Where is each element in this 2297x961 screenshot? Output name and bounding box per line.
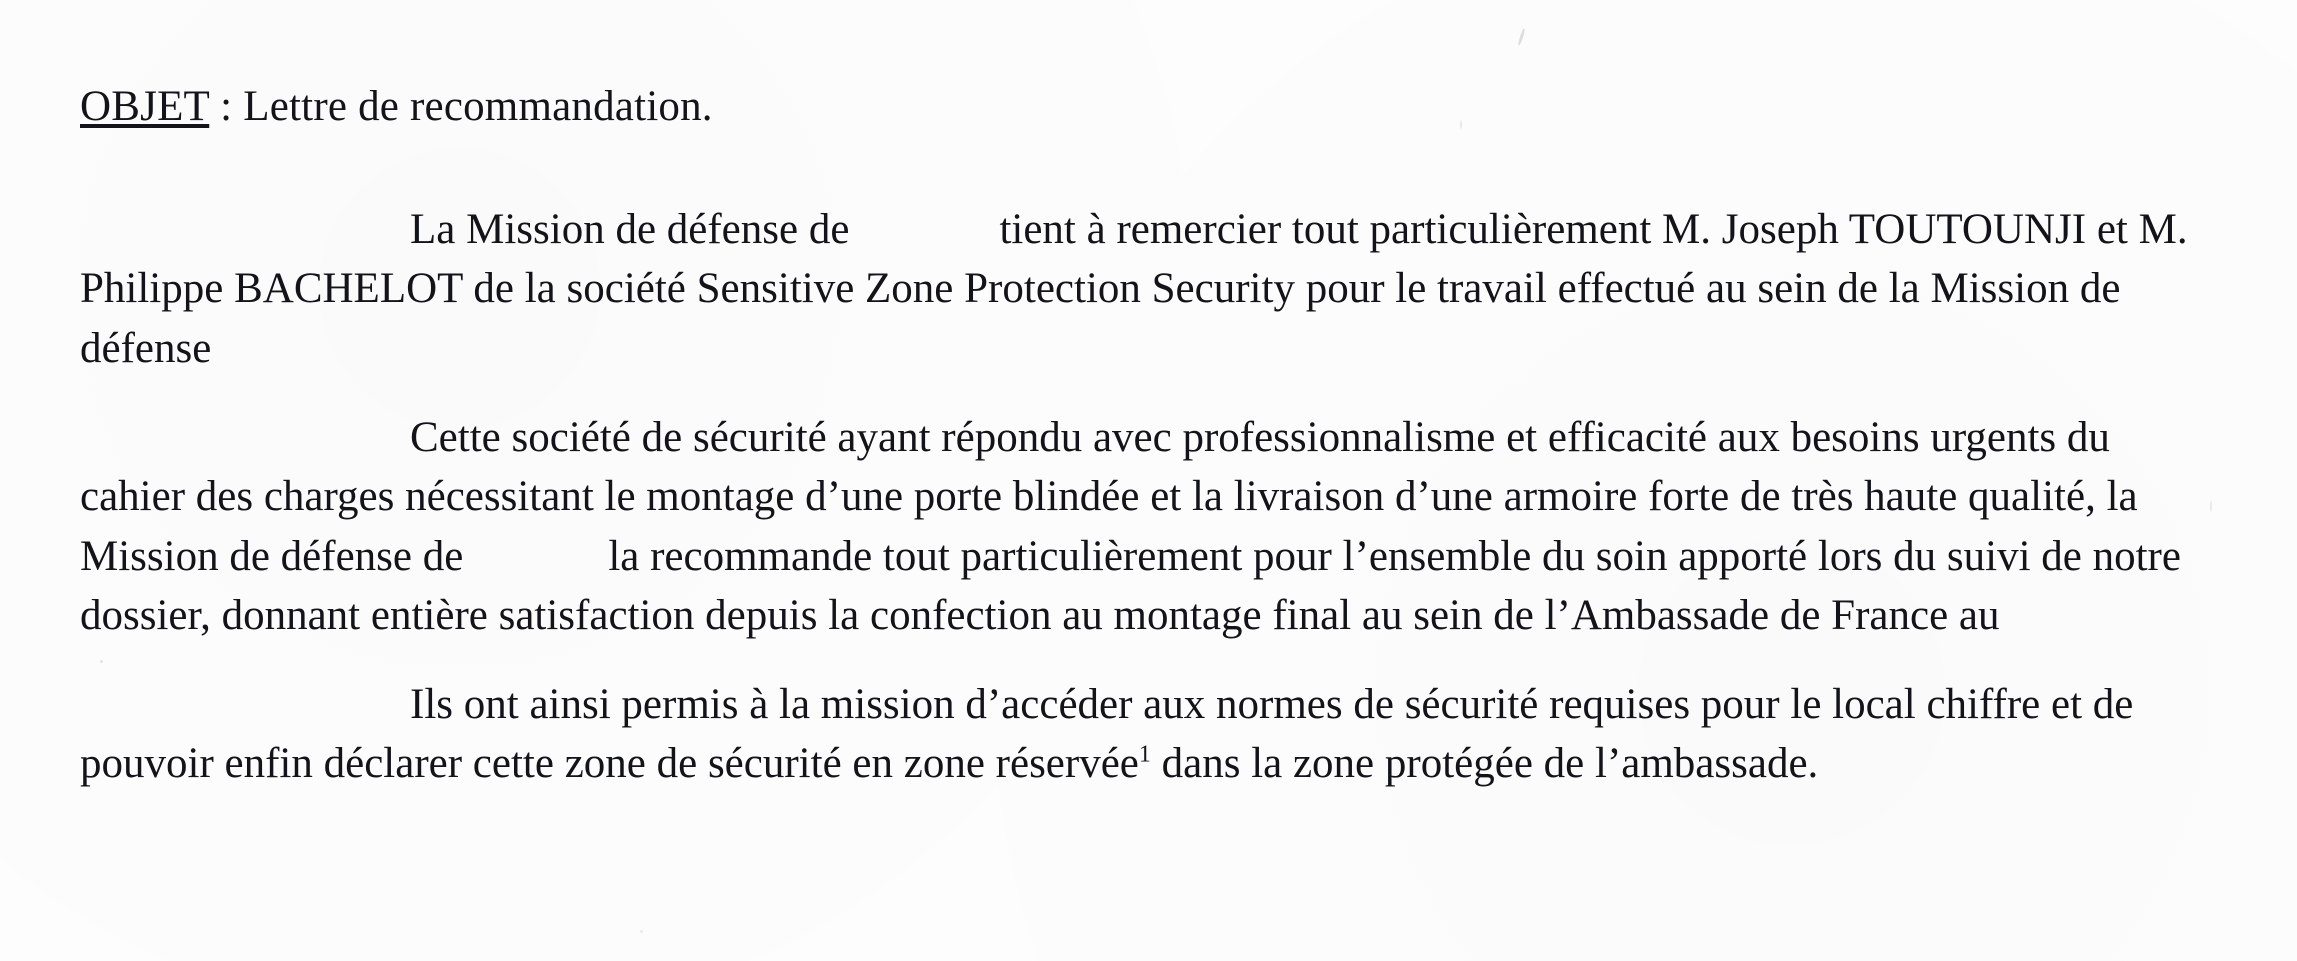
paragraph-recommendation-before-gap: Cette société de sécurité ayant répondu avec professionnalisme et efficacité aux besoins urgents du cahier des charges nécessitant le montage d’une porte blindée et la livraison d’une armoire forte de très haute qualité, la Mission de défense de (80, 414, 2138, 580)
paragraph-recommendation-after-gap: la recommande tout particulièrement pour l’ensemble du soin apporté lors du suivi de notre dossier, donnant entière satisfaction depuis la confection au montage final au sein de l’Ambassade de France au (80, 532, 2181, 639)
paragraph-recommendation (80, 408, 2215, 645)
paragraph-thanks-after-gap: tient à remercier tout particulièrement M. Joseph TOUTOUNJI et M. Philippe BACHELOT de la société Sensitive Zone Protection Security pour le travail effectué au sein de la Mission de défense (80, 206, 2188, 372)
scan-speck-icon (100, 660, 103, 663)
paragraph-norms-text (80, 675, 2215, 794)
scan-speck-icon (640, 930, 643, 933)
paragraph-thanks (80, 200, 2215, 378)
scan-speck-icon (1517, 28, 1525, 46)
scan-speck-icon (1460, 120, 1462, 129)
subject-separator: : (209, 83, 244, 130)
footnote-marker: 1 (1138, 742, 1151, 768)
paragraph-norms-after-footnote: dans la zone protégée de l’ambassade. (1150, 740, 1819, 788)
paragraph-thanks-text (80, 200, 2215, 378)
subject-value: Lettre de recommandation. (243, 83, 713, 130)
paragraph-norms (80, 675, 2215, 794)
paragraph-thanks-before-gap: La Mission de défense de (410, 206, 850, 253)
paragraph-recommendation-text (80, 408, 2215, 645)
subject-line (80, 82, 713, 131)
subject-label: OBJET (80, 83, 210, 130)
paragraph-norms-before-footnote: Ils ont ainsi permis à la mission d’accéder aux normes de sécurité requises pour le local chiffre et de pouvoir enfin déclarer cette zone de sécurité en zone réservée (80, 681, 2134, 788)
